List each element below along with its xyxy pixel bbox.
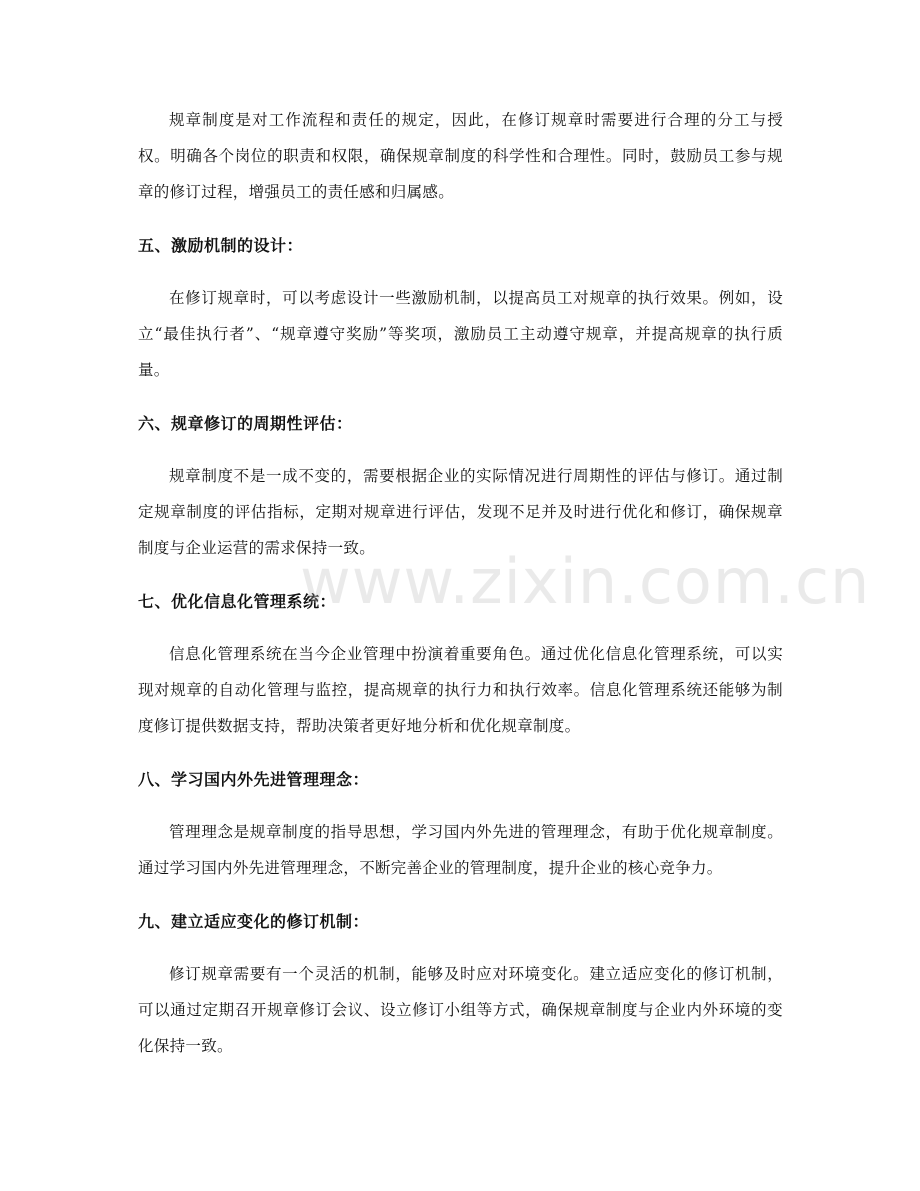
section-heading-9: 九、建立适应变化的修订机制： [138, 912, 370, 931]
spacer [138, 566, 783, 584]
section-heading-5: 五、激励机制的设计： [138, 236, 304, 255]
spacer [138, 886, 783, 904]
section-body-8: 管理理念是规章制度的指导思想，学习国内外先进的管理理念，有助于优化规章制度。通过学习国内外先进管理理念，不断完善企业的管理制度，提升企业的核心竞争力。 [138, 823, 783, 877]
section-heading-8: 八、学习国内外先进管理理念： [138, 770, 370, 789]
watermark-text: www.zixin.com.cn [300, 545, 871, 618]
document-body [138, 102, 783, 1064]
spacer [138, 620, 783, 636]
spacer [138, 442, 783, 458]
section-body-7: 信息化管理系统在当今企业管理中扮演着重要角色。通过优化信息化管理系统，可以实现对规章的自动化管理与监控，提高规章的执行力和执行效率。信息化管理系统还能够为制度修订提供数据支持，帮助决策者更好地分析和优化规章制度。 [138, 645, 783, 735]
spacer [138, 264, 783, 280]
spacer [138, 744, 783, 762]
spacer [138, 798, 783, 814]
section-heading-6: 六、规章修订的周期性评估： [138, 414, 353, 433]
section-body-5: 在修订规章时，可以考虑设计一些激励机制，以提高员工对规章的执行效果。例如，设立“最佳执行者”、“规章遵守奖励”等奖项，激励员工主动遵守规章，并提高规章的执行质量。 [138, 289, 783, 379]
intro-paragraph: 规章制度是对工作流程和责任的规定，因此，在修订规章时需要进行合理的分工与授权。明确各个岗位的职责和权限，确保规章制度的科学性和合理性。同时，鼓励员工参与规章的修订过程，增强员工的责任感和归属感。 [138, 111, 783, 201]
spacer [138, 388, 783, 406]
section-body-9: 修订规章需要有一个灵活的机制，能够及时应对环境变化。建立适应变化的修订机制，可以通过定期召开规章修订会议、设立修订小组等方式，确保规章制度与企业内外环境的变化保持一致。 [138, 965, 783, 1055]
spacer [138, 940, 783, 956]
section-body-6: 规章制度不是一成不变的，需要根据企业的实际情况进行周期性的评估与修订。通过制定规章制度的评估指标，定期对规章进行评估，发现不足并及时进行优化和修订，确保规章制度与企业运营的需求保持一致。 [138, 467, 783, 557]
section-heading-7: 七、优化信息化管理系统： [138, 592, 337, 611]
spacer [138, 210, 783, 228]
